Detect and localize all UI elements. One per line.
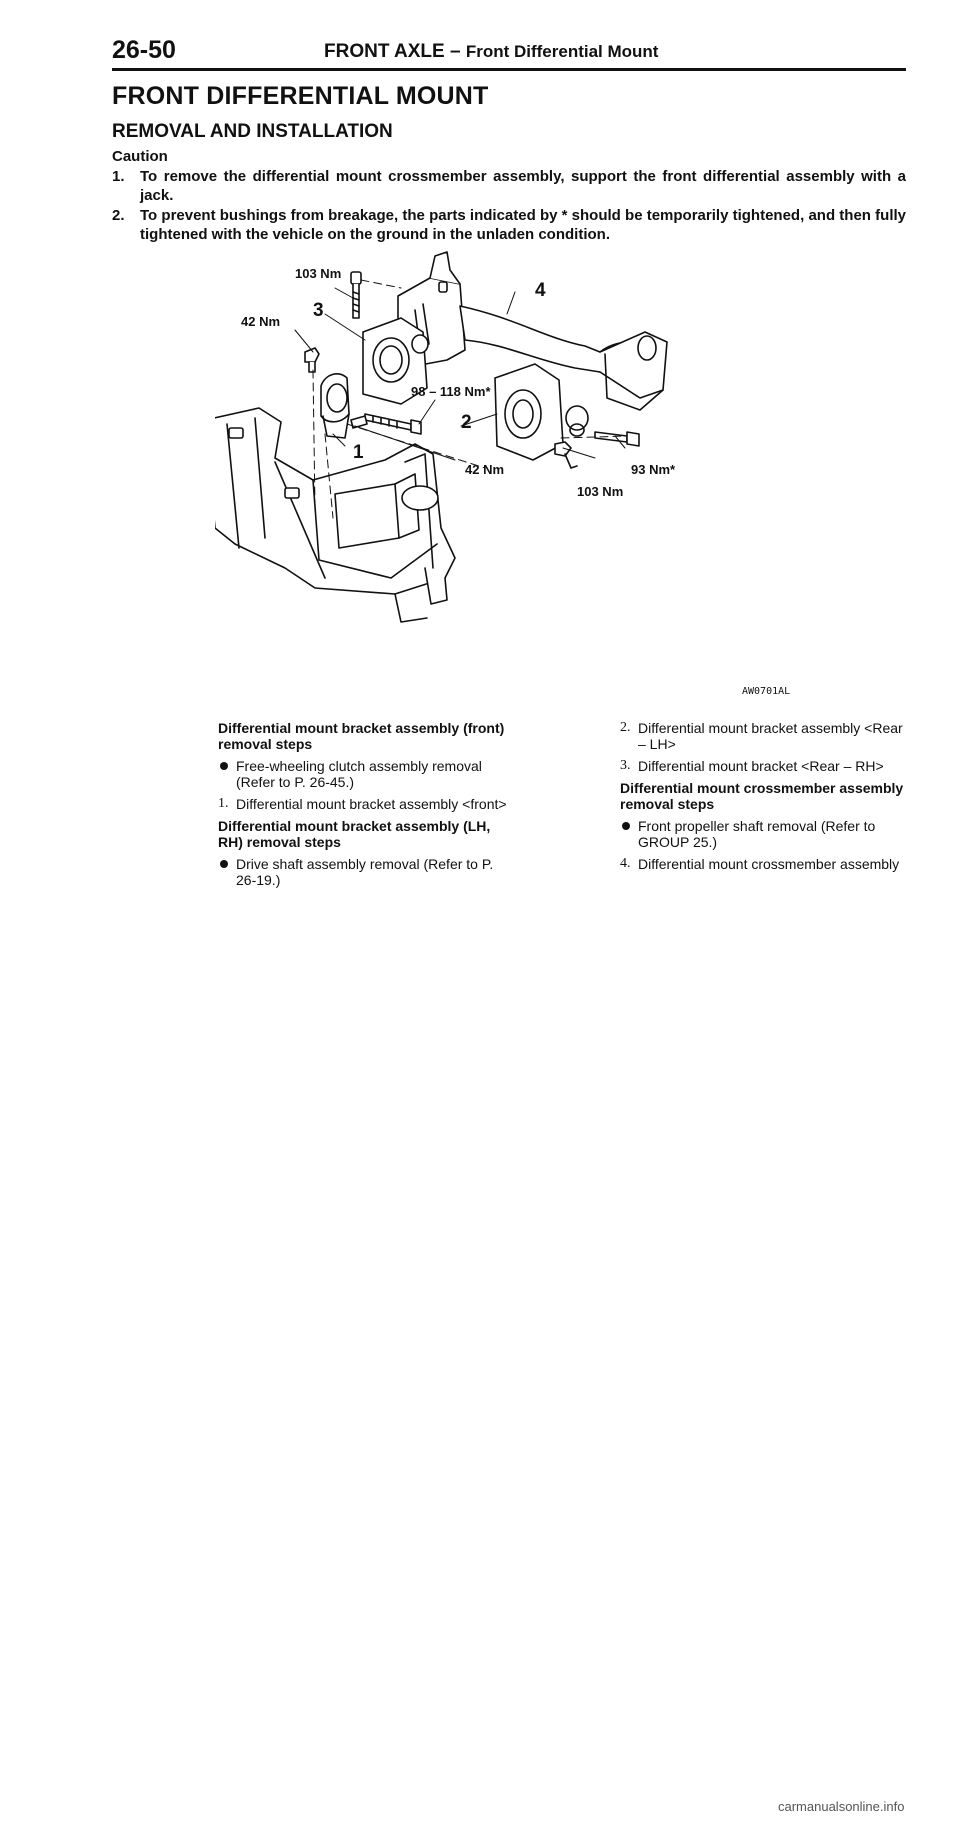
bullet-icon [220,860,228,868]
step-item [620,720,912,752]
watermark: carmanualsonline.info [778,1799,905,1814]
step-number: 4. [620,856,631,871]
section-title: REMOVAL AND INSTALLATION [112,121,393,142]
part-number: 1 [353,442,364,463]
bolt-lower-right [555,442,577,468]
page-number: 26-50 [112,36,176,64]
caution-item-text: To remove the differential mount crossmember assembly, support the front differential assembly with a jack. [140,168,906,204]
header-section: FRONT AXLE [324,41,445,62]
part-number: 3 [313,300,324,321]
group-title: Differential mount bracket assembly (front) removal steps [218,720,505,752]
torque-label: 103 Nm [295,266,342,281]
caution-item [112,167,906,205]
nut-left [305,348,319,372]
torque-label: 42 Nm [241,314,281,329]
part-number: 4 [535,280,546,301]
header-title [324,41,658,63]
header-rule [112,68,906,71]
bullet-icon [220,762,228,770]
page-title: FRONT DIFFERENTIAL MOUNT [112,82,489,110]
figure-code: AW0701AL [742,686,791,697]
step-number: 1. [218,796,229,811]
steps-right-column [620,720,912,878]
subframe [215,408,455,622]
torque-label: 103 Nm [577,484,624,499]
step-number: 2. [620,720,631,735]
torque-label: 98 – 118 Nm* [411,384,491,399]
step-text: Differential mount bracket <Rear – RH> [638,758,884,774]
header-dash: – [449,41,461,62]
step-item [218,856,508,888]
header-subsection: Front Differential Mount [465,42,659,61]
bracket-2 [495,364,588,460]
bullet-icon [622,822,630,830]
step-text: Differential mount bracket assembly <Rear – LH> [638,720,903,752]
caution-item [112,206,906,244]
mount-diagram [215,248,805,698]
steps-left-column [218,720,508,894]
caution-label: Caution [112,148,168,165]
step-item [620,856,912,872]
step-item [620,818,912,850]
step-text: Differential mount crossmember assembly [638,856,900,872]
torque-label: 42 Nm [465,462,505,477]
step-text: Differential mount bracket assembly <front> [236,796,507,812]
caution-item-text: To prevent bushings from breakage, the parts indicated by * should be temporarily tightened, and then fully tightened with the vehicle on the ground in the unladen condition. [140,207,906,243]
step-text: Front propeller shaft removal (Refer to GROUP 25.) [638,818,876,850]
step-text: Free-wheeling clutch assembly removal (Refer to P. 26-45.) [236,758,482,790]
diagram-illustration [215,248,805,698]
torque-label: 93 Nm* [631,462,676,477]
caution-item-number: 1. [112,168,125,185]
caution-item-number: 2. [112,207,125,224]
group-title: Differential mount crossmember assembly removal steps [620,780,904,812]
bracket-1 [321,374,349,438]
page-header [112,36,906,72]
bolt-mid [365,414,421,434]
step-item [620,758,912,774]
group-title: Differential mount bracket assembly (LH, RH) removal steps [218,818,491,850]
step-number: 3. [620,758,631,773]
caution-list [112,167,906,245]
part-number: 2 [461,412,472,433]
step-item [218,758,508,790]
step-item [218,796,508,812]
step-text: Drive shaft assembly removal (Refer to P. 26-19.) [236,856,494,888]
bolt-top [351,272,361,318]
